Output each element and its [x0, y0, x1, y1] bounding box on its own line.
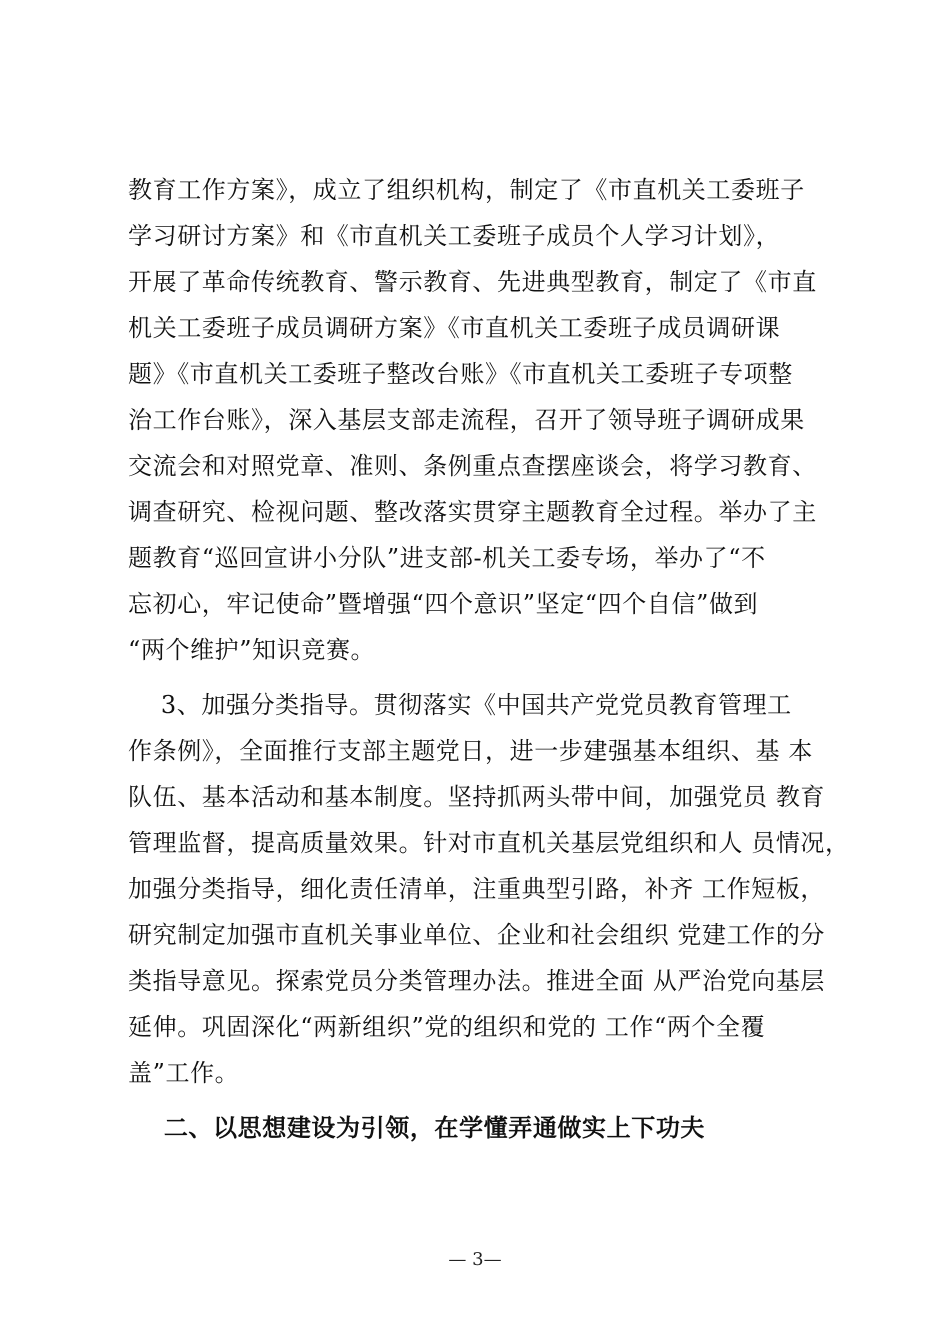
text-line: 开展了革命传统教育、警示教育、先进典型教育，制定了《市直	[128, 268, 817, 296]
text-line: 作条例》，全面推行支部主题党日，进一步建强基本组织、基 本	[128, 737, 814, 765]
text-line: 交流会和对照党章、准则、条例重点查摆座谈会，将学习教育、	[128, 452, 817, 480]
text-line: 3、加强分类指导。贯彻落实《中国共产党党员教育管理工	[128, 691, 792, 719]
paragraph-1	[128, 167, 848, 673]
text-line: 调查研究、检视问题、整改落实贯穿主题教育全过程。举办了主	[128, 498, 817, 526]
text-line: 盖”工作。	[128, 1059, 240, 1087]
text-line: “两个维护”知识竞赛。	[128, 636, 376, 664]
text-line: 研究制定加强市直机关事业单位、企业和社会组织 党建工作的分	[128, 921, 826, 949]
document-body	[128, 167, 848, 1151]
text-line: 学习研讨方案》和《市直机关工委班子成员个人学习计划》，	[128, 222, 781, 250]
text-line: 教育工作方案》，成立了组织机构，制定了《市直机关工委班子	[128, 176, 805, 204]
paragraph-gap	[128, 1096, 848, 1105]
text-line: 忘初心，牢记使命”暨增强“四个意识”坚定“四个自信”做到	[128, 590, 759, 618]
text-line: 题》《市直机关工委班子整改台账》《市直机关工委班子专项整	[128, 360, 793, 388]
text-line: 类指导意见。探索党员分类管理办法。推进全面 从严治党向基层	[128, 967, 826, 995]
section-heading: 二、以思想建设为引领，在学懂弄通做实上下功夫	[128, 1113, 706, 1142]
page-number: — 3—	[448, 1249, 502, 1270]
text-line: 机关工委班子成员调研方案》《市直机关工委班子成员调研课	[128, 314, 781, 342]
text-line: 管理监督，提高质量效果。针对市直机关基层党组织和人 员情况，	[128, 829, 850, 857]
text-line: 延伸。巩固深化“两新组织”党的组织和党的 工作“两个全覆	[128, 1013, 766, 1041]
text-line: 治工作台账》，深入基层支部走流程，召开了领导班子调研成果	[128, 406, 805, 434]
paragraph-2	[128, 682, 848, 1096]
paragraph-gap	[128, 673, 848, 682]
text-line: 队伍、基本活动和基本制度。坚持抓两头带中间，加强党员 教育	[128, 783, 826, 811]
text-line: 题教育“巡回宣讲小分队”进支部-机关工委专场，举办了“不	[128, 544, 766, 572]
text-line: 加强分类指导，细化责任清单，注重典型引路，补齐 工作短板，	[128, 875, 826, 903]
